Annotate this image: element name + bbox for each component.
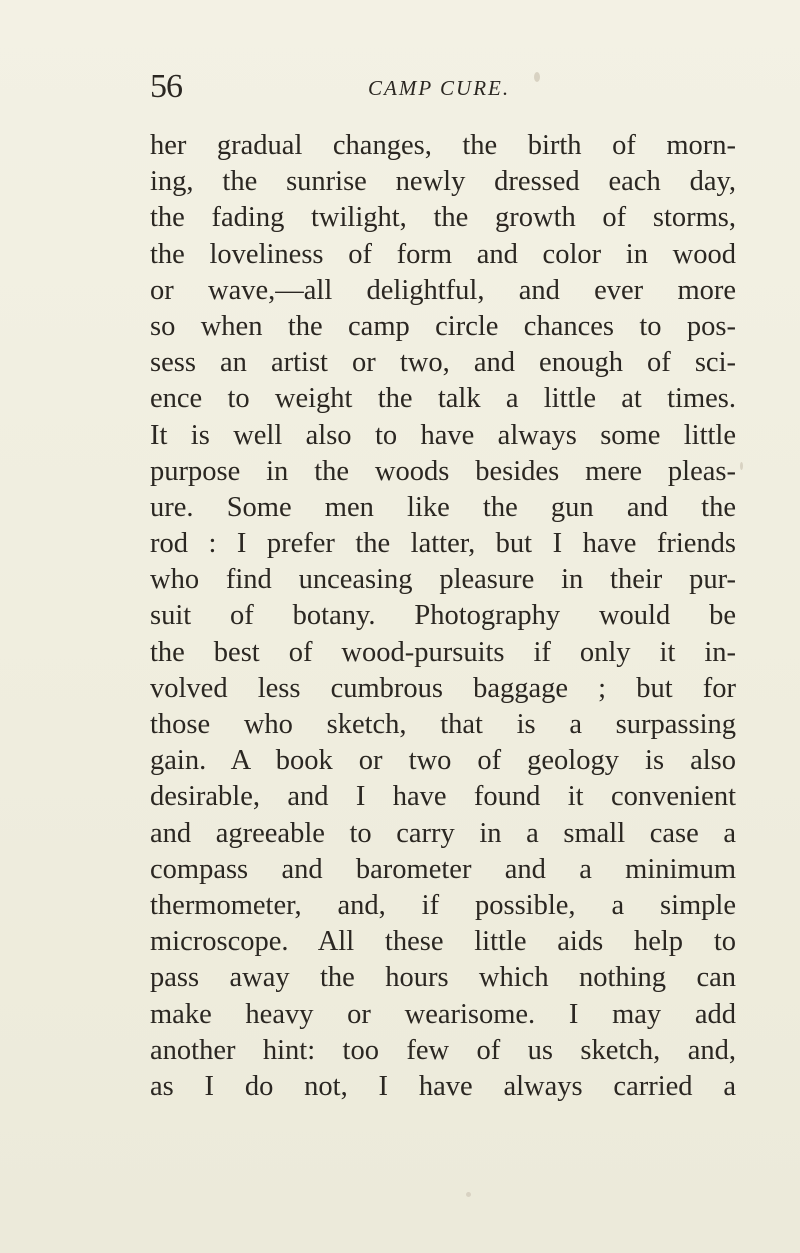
paper-speck (740, 462, 743, 470)
text-line: It is well also to have always some little (150, 419, 736, 451)
paper-speck (534, 72, 540, 82)
text-line: ence to weight the talk a little at times. (150, 383, 736, 415)
paper-speck (466, 1192, 471, 1197)
text-line: and agreeable to carry in a small case a (150, 817, 736, 849)
text-line: or wave,—all delightful, and ever more (150, 274, 736, 306)
text-line: the fading twilight, the growth of storms, (150, 202, 736, 234)
text-line: gain. A book or two of geology is also (150, 745, 736, 777)
text-line: the best of wood-pursuits if only it in- (150, 636, 736, 668)
text-line: those who sketch, that is a surpassing (150, 709, 736, 740)
body-text (150, 128, 736, 1105)
text-line: thermometer, and, if possible, a simple (150, 889, 736, 921)
text-line: make heavy or wearisome. I may add (150, 998, 736, 1030)
page-header (150, 62, 710, 112)
text-line: purpose in the woods besides mere pleas- (150, 455, 736, 487)
text-line: ing, the sunrise newly dressed each day, (150, 166, 736, 198)
page-number: 56 (150, 68, 182, 105)
text-line: the loveliness of form and color in wood (150, 238, 736, 270)
text-line: rod : I prefer the latter, but I have friends (150, 528, 736, 560)
text-line: as I do not, I have always carried a (150, 1070, 736, 1102)
text-line: pass away the hours which nothing can (150, 962, 736, 994)
text-line: volved less cumbrous baggage ; but for (150, 672, 736, 704)
text-line: sess an artist or two, and enough of sci- (150, 347, 736, 379)
text-line: suit of botany. Photography would be (150, 600, 736, 632)
running-head: CAMP CURE. (368, 76, 511, 100)
text-line: microscope. All these little aids help to (150, 926, 736, 958)
text-line: another hint: too few of us sketch, and, (150, 1034, 736, 1066)
text-line: her gradual changes, the birth of morn- (150, 130, 736, 161)
text-line: ure. Some men like the gun and the (150, 491, 736, 523)
text-line: who find unceasing pleasure in their pur- (150, 564, 736, 596)
text-line: so when the camp circle chances to pos- (150, 310, 736, 342)
text-line: desirable, and I have found it convenient (150, 781, 736, 813)
text-line: compass and barometer and a minimum (150, 853, 736, 885)
